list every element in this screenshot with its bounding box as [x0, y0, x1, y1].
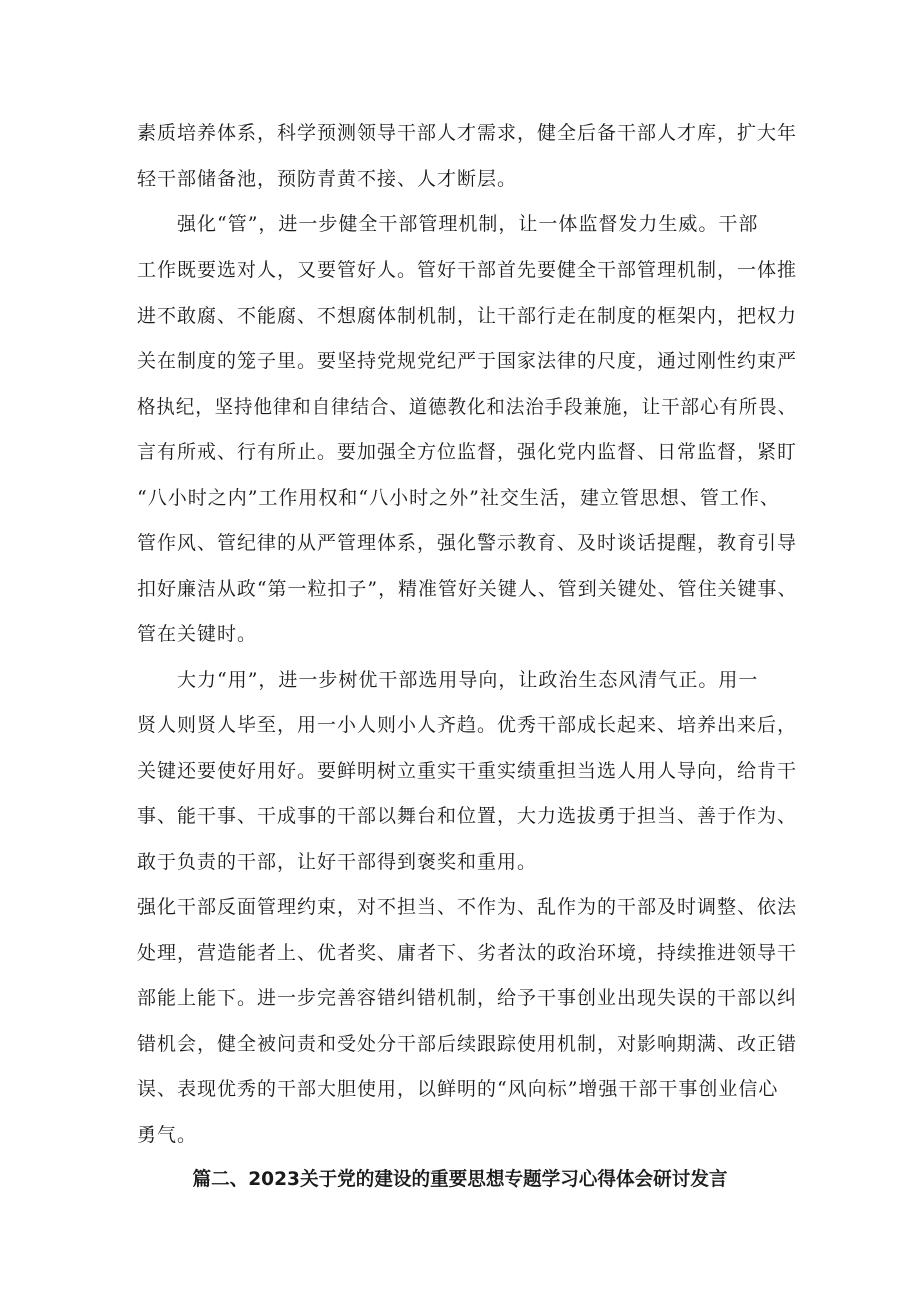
body-text-line: 进不敢腐、不能腐、不想腐体制机制，让干部行走在制度的框架内，把权力 [137, 305, 798, 327]
body-text-line: 格执纪，坚持他律和自律结合、道德教化和法治手段兼施，让干部心有所畏、 [137, 396, 798, 418]
body-text-line: 事、能干事、干成事的干部以舞台和位置，大力选拔勇于担当、善于作为、 [137, 805, 798, 827]
body-text-line: 误、表现优秀的干部大胆使用，以鲜明的“风向标”增强干部干事创业信心 [137, 1078, 779, 1100]
section-heading: 篇二、2023关于党的建设的重要思想专题学习心得体会研讨发言 [192, 1168, 728, 1190]
body-text-line: 管在关键时。 [137, 623, 258, 645]
body-text-line: 处理，营造能者上、优者奖、庸者下、劣者汰的政治环境，持续推进领导干 [137, 942, 798, 964]
body-text-line: 强化“管”，进一步健全干部管理机制，让一体监督发力生威。干部 [177, 213, 759, 235]
body-text-line: “八小时之内”工作用权和“八小时之外”社交生活，建立管思想、管工作、 [137, 487, 780, 509]
body-text-line: 关在制度的笼子里。要坚持党规党纪严于国家法律的尺度，通过刚性约束严 [137, 350, 798, 372]
body-text-line: 勇气。 [137, 1124, 198, 1146]
body-text-line: 管作风、管纪律的从严管理体系，强化警示教育、及时谈话提醒，教育引导 [137, 532, 798, 554]
body-text-line: 关键还要使好用好。要鲜明树立重实干重实绩重担当选人用人导向，给肯干 [137, 760, 798, 782]
body-text-line: 敢于负责的干部，让好干部得到褒奖和重用。 [137, 851, 538, 873]
body-text-line: 工作既要选对人，又要管好人。管好干部首先要健全干部管理机制，一体推 [137, 259, 798, 281]
body-text-line: 贤人则贤人毕至，用一小人则小人齐趋。优秀干部成长起来、培养出来后， [137, 714, 798, 736]
body-text-line: 部能上能下。进一步完善容错纠错机制，给予干事创业出现失误的干部以纠 [137, 987, 798, 1009]
body-text-line: 大力“用”，进一步树优干部选用导向，让政治生态风清气正。用一 [177, 669, 759, 691]
body-text-line: 轻干部储备池，预防青黄不接、人才断层。 [137, 168, 518, 190]
body-text-line: 扣好廉洁从政“第一粒扣子”，精准管好关键人、管到关键处、管住关键事、 [137, 578, 798, 600]
body-text-line: 素质培养体系，科学预测领导干部人才需求，健全后备干部人才库，扩大年 [137, 122, 798, 144]
body-text-line: 言有所戒、行有所止。要加强全方位监督，强化党内监督、日常监督，紧盯 [137, 441, 798, 463]
body-text-line: 错机会，健全被问责和受处分干部后续跟踪使用机制，对影响期满、改正错 [137, 1033, 798, 1055]
body-text-line: 强化干部反面管理约束，对不担当、不作为、乱作为的干部及时调整、依法 [137, 896, 798, 918]
